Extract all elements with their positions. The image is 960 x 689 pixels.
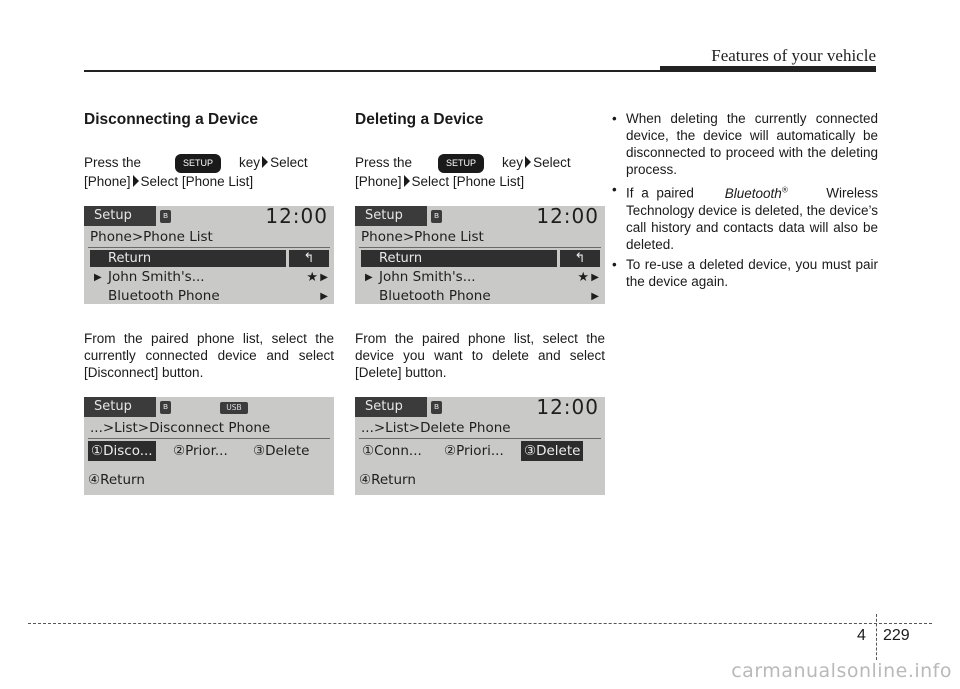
screen-list-row: [90, 268, 328, 287]
footer-rule: [28, 623, 932, 624]
list-item: [612, 110, 878, 178]
play-arrow-icon: ▶: [365, 272, 373, 283]
screen-setup-tab: Setup: [84, 397, 156, 417]
watermark: carmanualsonline.info: [731, 660, 952, 682]
step-text: Press the: [84, 155, 142, 170]
header-rule-accent: [660, 66, 876, 72]
notes-list: [612, 110, 878, 290]
screen-divider: [359, 247, 601, 248]
screen-return-item: Return: [361, 250, 557, 267]
setup-key-badge: SETUP: [175, 154, 221, 173]
bullet-icon: •: [612, 111, 617, 126]
step-text: Select: [533, 155, 571, 170]
list-item-text: To re-use a deleted device, you must pair the device again.: [626, 256, 878, 289]
screen-options: [86, 441, 332, 463]
delete-section: [355, 110, 605, 495]
screen-divider: [88, 247, 330, 248]
registered-mark: ®: [781, 185, 788, 194]
screen-row-label: John Smith's...: [379, 269, 476, 285]
list-item: [612, 181, 878, 253]
option-return: ④Return: [359, 472, 416, 488]
body-paragraph: From the paired phone list, select the currently connected device and select [Disconnect] button.: [84, 331, 334, 380]
screen-setup-tab: Setup: [84, 206, 156, 226]
bluetooth-icon: ʙ: [431, 401, 442, 414]
screen-title: Phone>Phone List: [361, 229, 484, 245]
instruction-step: [84, 154, 334, 190]
step-text: key: [239, 155, 261, 170]
star-icon: ★: [306, 270, 318, 285]
play-arrow-icon: ▶: [591, 272, 599, 283]
screen-clock: 12:00: [265, 206, 328, 228]
screen-title: ...>List>Disconnect Phone: [90, 420, 271, 436]
option-delete: ③Delete: [253, 443, 310, 459]
play-arrow-icon: ▶: [320, 272, 328, 283]
bluetooth-icon: ʙ: [160, 401, 171, 414]
step-text: Press the: [355, 155, 413, 170]
screen-title: ...>List>Delete Phone: [361, 420, 511, 436]
phone-list-screen: [84, 206, 334, 304]
bluetooth-trademark: [725, 186, 788, 201]
star-icon: ★: [577, 270, 589, 285]
step-text: Select [Phone List]: [411, 174, 525, 189]
step-text: key: [502, 155, 524, 170]
screen-list-row: [90, 287, 328, 304]
footer-divider: [876, 614, 877, 660]
back-arrow-icon: ↰: [560, 250, 600, 267]
disconnect-section: [84, 110, 334, 495]
section-heading: Disconnecting a Device: [84, 111, 259, 128]
screen-row-label: Bluetooth Phone: [379, 288, 491, 304]
screen-list-row: [361, 287, 599, 304]
bullet-icon: •: [612, 182, 617, 197]
page-header-title: Features of your vehicle: [711, 46, 876, 65]
screen-return-item: Return: [90, 250, 286, 267]
instruction-step: [355, 154, 605, 190]
back-arrow-icon: ↰: [289, 250, 329, 267]
delete-phone-screen: [355, 397, 605, 495]
screen-row-label: Bluetooth Phone: [108, 288, 220, 304]
option-connect: ①Conn...: [362, 443, 422, 459]
bluetooth-icon: ʙ: [160, 210, 171, 223]
chapter-number: 4: [857, 627, 866, 644]
list-item-text: If a paired: [626, 185, 694, 201]
screen-options: [357, 441, 603, 463]
arrow-right-icon: [525, 156, 531, 168]
screen-setup-tab: Setup: [355, 397, 427, 417]
screen-clock: 12:00: [536, 397, 599, 419]
bluetooth-icon: ʙ: [431, 210, 442, 223]
usb-icon: USB: [220, 402, 248, 414]
option-delete: ③Delete: [521, 441, 583, 461]
step-text: [Phone]: [355, 174, 402, 189]
play-arrow-icon: ▶: [591, 291, 599, 302]
step-text: Select [Phone List]: [140, 174, 254, 189]
page-number: 229: [883, 627, 910, 644]
arrow-right-icon: [262, 156, 268, 168]
option-priority: ②Prior...: [173, 443, 228, 459]
screen-setup-tab: Setup: [355, 206, 427, 226]
option-priority: ②Priori...: [444, 443, 504, 459]
disconnect-phone-screen: [84, 397, 334, 495]
notes-section: [612, 110, 878, 293]
option-return: ④Return: [88, 472, 145, 488]
arrow-right-icon: [404, 175, 410, 187]
screen-divider: [88, 438, 330, 439]
screen-row-label: John Smith's...: [108, 269, 205, 285]
section-heading: Deleting a Device: [355, 111, 484, 128]
arrow-right-icon: [133, 175, 139, 187]
list-item-text: Wireless Technology device is deleted, the device’s call history and contacts data will also be deleted.: [626, 185, 878, 252]
play-arrow-icon: ▶: [320, 291, 328, 302]
body-paragraph: From the paired phone list, select the device you want to delete and select [Delete] button.: [355, 331, 605, 380]
setup-key-badge: SETUP: [438, 154, 484, 173]
play-arrow-icon: ▶: [94, 272, 102, 283]
list-item: [612, 256, 878, 290]
phone-list-screen: [355, 206, 605, 304]
screen-list-row: [361, 268, 599, 287]
screen-divider: [359, 438, 601, 439]
list-item-text: When deleting the currently connected device, the device will automatically be disconnected to proceed with the deleting process.: [626, 111, 878, 177]
bullet-icon: •: [612, 256, 617, 272]
screen-title: Phone>Phone List: [90, 229, 213, 245]
option-disconnect: ①Disco...: [88, 441, 156, 461]
bluetooth-word: Bluetooth: [724, 185, 782, 201]
screen-clock: 12:00: [536, 206, 599, 228]
step-text: Select: [270, 155, 308, 170]
step-text: [Phone]: [84, 174, 131, 189]
